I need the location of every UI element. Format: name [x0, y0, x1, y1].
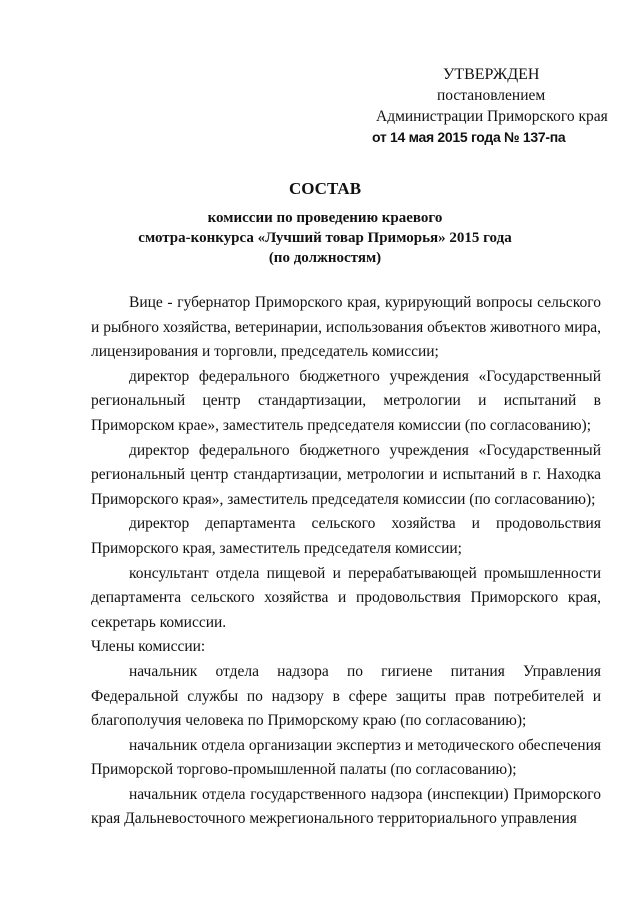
approval-authority: Администрации Приморского края [376, 108, 608, 125]
document-title [60, 178, 590, 268]
paragraph-member-3: начальник отдела государственного надзора (инспекции) Приморского края Дальневосточного межрегионального территориального управления [91, 785, 601, 828]
approval-block [372, 64, 622, 148]
title-heading: СОСТАВ [288, 179, 362, 198]
title-subtitle-2: смотра-конкурса «Лучший товар Приморья» 2015 года [138, 230, 512, 246]
paragraph-member-1: начальник отдела надзора по гигиене питания Управления Федеральной службы по надзору в сфере защиты прав потребителей и благополучия человека по Приморскому краю (по согласованию); [91, 662, 601, 730]
members-heading: Члены комиссии: [91, 638, 206, 656]
paragraph-chairman: Вице - губернатор Приморского края, курирующий вопросы сельского и рыбного хозяйства, ветеринарии, использования объектов животного мира, лицензирования и торговли, председатель комиссии; [91, 294, 601, 361]
paragraph-deputy-3: директор департамента сельского хозяйства и продовольствия Приморского края, заместитель председателя комиссии; [91, 515, 601, 557]
approval-resolution: постановлением [437, 87, 546, 104]
title-subtitle-1: комиссии по проведению краевого [207, 210, 443, 226]
paragraph-secretary: консультант отдела пищевой и перерабатывающей промышленности департамента сельского хозяйства и продовольствия Приморского края, секретарь комиссии. [91, 564, 601, 631]
title-subtitle-3: (по должностям) [268, 250, 382, 266]
approval-date-number: от 14 мая 2015 года № 137-па [372, 129, 566, 145]
approval-title: УТВЕРЖДЕН [443, 66, 540, 83]
document-body [91, 291, 601, 832]
paragraph-deputy-2: директор федерального бюджетного учреждения «Государственный региональный центр стандартизации, метрологии и испытаний в г. Находка Приморского края», заместитель председателя комиссии (по согласованию); [91, 441, 601, 508]
paragraph-member-2: начальник отдела организации экспертиз и методического обеспечения Приморской торгово-промышленной палаты (по согласованию); [91, 736, 601, 779]
paragraph-deputy-1: директор федерального бюджетного учреждения «Государственный региональный центр стандартизации, метрологии и испытаний в Приморском крае», заместитель председателя комиссии (по согласованию); [91, 367, 601, 434]
